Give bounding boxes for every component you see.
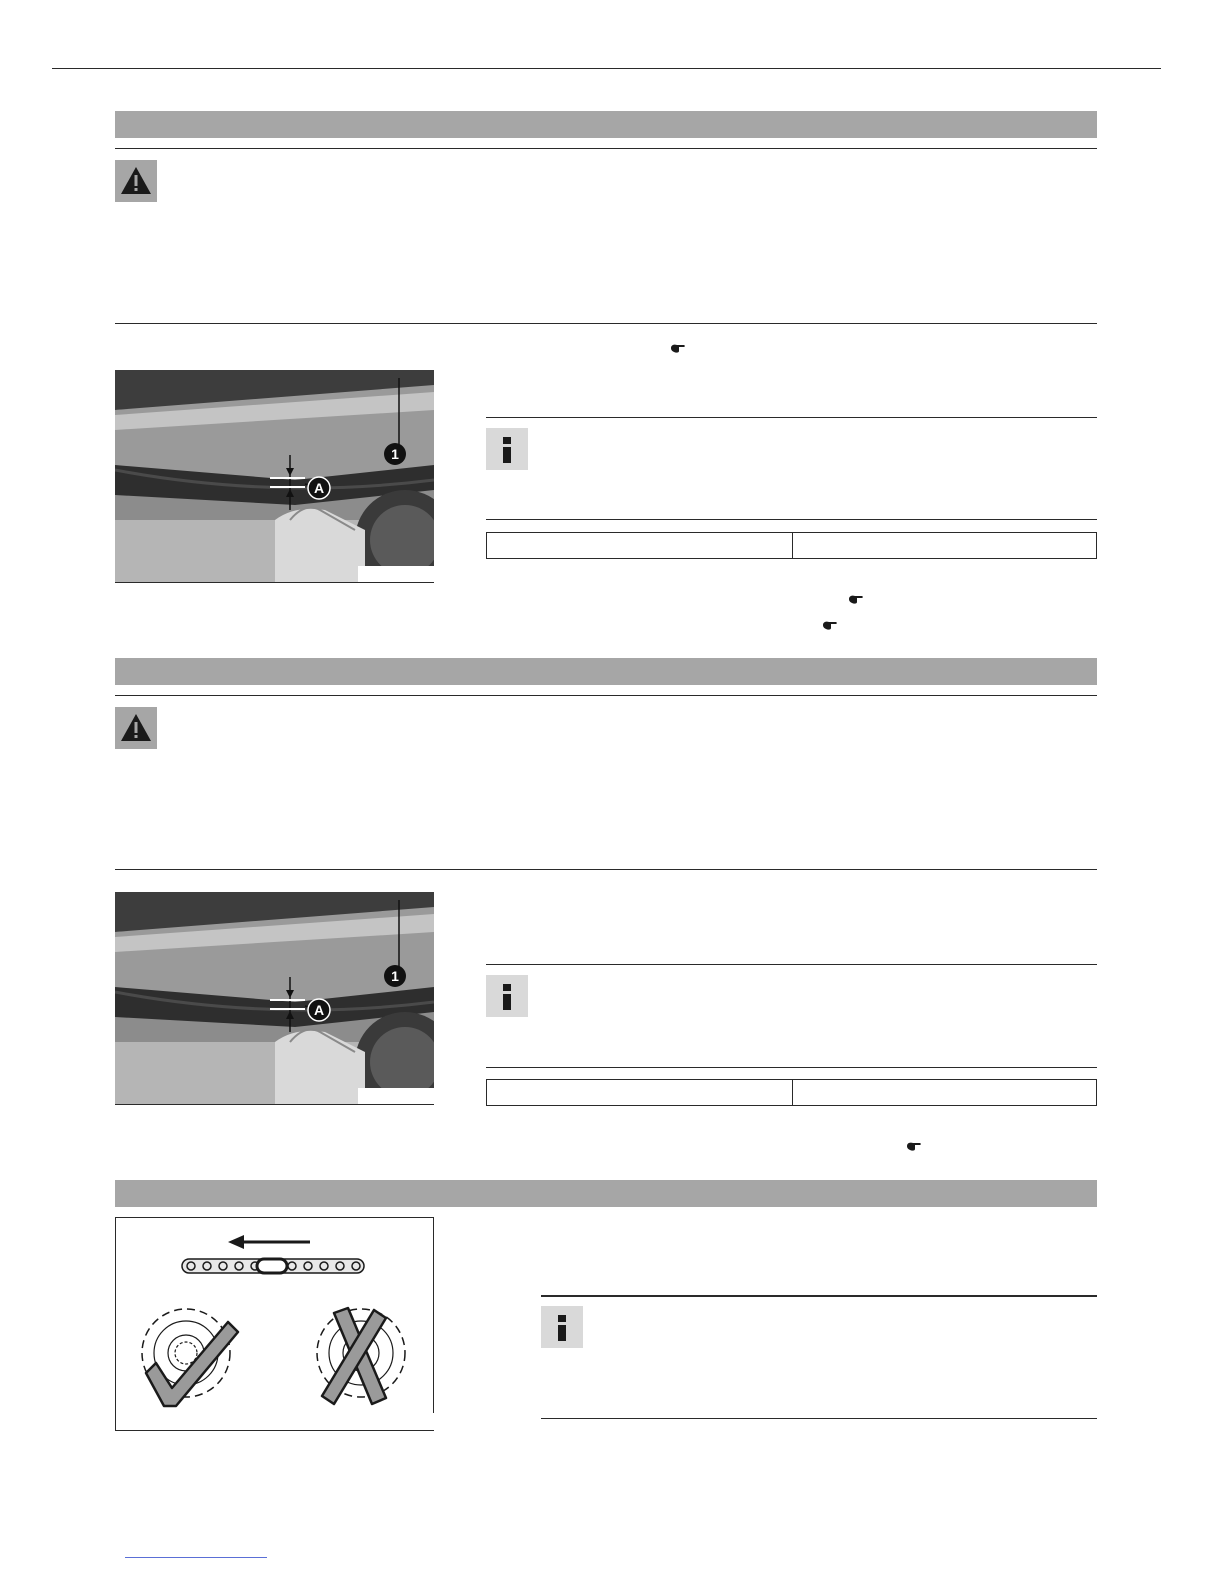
info-bottom-rule [486,1067,1097,1068]
direction-arrow-icon [228,1235,310,1249]
figure-number-tag [358,566,434,582]
warning-triangle-icon [115,160,157,202]
pointing-hand-icon[interactable] [848,593,864,605]
svg-text:A: A [313,480,325,496]
spec-value-cell [793,1080,1096,1105]
warning-triangle-icon [115,707,157,749]
info-top-rule [486,964,1097,965]
figure-number-tag [358,1088,434,1104]
info-bottom-rule [486,519,1097,520]
svg-text:A: A [313,1002,325,1018]
info-top-rule [486,417,1097,418]
section-heading-bar [115,111,1097,138]
pointing-hand-icon[interactable] [822,619,838,631]
chain-tension-photo [115,892,434,1105]
section-heading-bar [115,1180,1097,1207]
footer-link[interactable] [125,1557,267,1558]
info-top-rule [541,1295,1097,1297]
warning-top-rule [115,695,1097,696]
chain-tension-photo [115,370,434,583]
chain-icon [182,1259,364,1273]
spec-table [486,1079,1097,1106]
spec-label-cell [487,1080,793,1105]
section-heading-bar [115,658,1097,685]
spec-label-cell [487,533,793,558]
spec-table [486,532,1097,559]
info-icon [541,1306,583,1348]
info-icon [486,975,528,1017]
spec-value-cell [793,533,1096,558]
warning-top-rule [115,148,1097,149]
warning-bottom-rule [115,323,1097,324]
info-icon [486,428,528,470]
page-header-rule [52,68,1161,69]
pointing-hand-icon[interactable] [906,1140,922,1152]
svg-text:1: 1 [391,446,399,462]
info-bottom-rule [541,1418,1097,1419]
chain-sprocket-diagram [115,1217,434,1431]
warning-bottom-rule [115,869,1097,870]
pointing-hand-icon[interactable] [670,342,686,354]
svg-text:1: 1 [391,968,399,984]
